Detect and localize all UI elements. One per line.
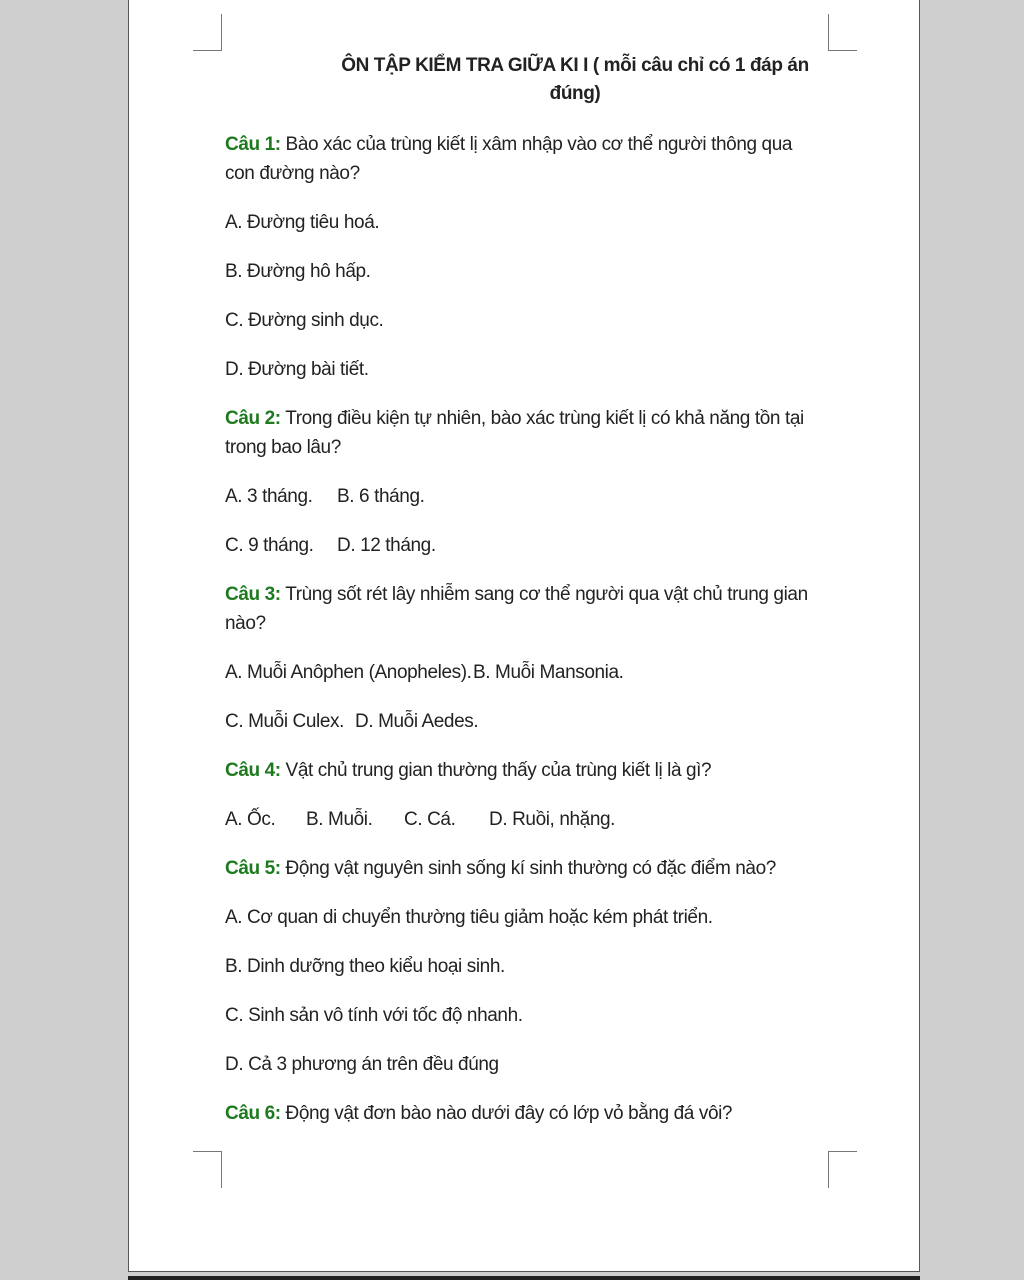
question-text: Trùng sốt rét lây nhiễm sang cơ thể người qua vật chủ trung gian nào? xyxy=(225,584,808,634)
document-body xyxy=(225,52,825,1148)
option: D. Đường bài tiết. xyxy=(225,359,369,380)
question-5 xyxy=(225,854,825,883)
question-4 xyxy=(225,756,825,785)
option-row xyxy=(225,482,825,511)
option-row xyxy=(225,257,825,286)
option: A. Ốc. xyxy=(225,809,276,830)
option-row xyxy=(225,903,825,932)
option: D. Muỗi Aedes. xyxy=(355,711,479,732)
option-row xyxy=(225,531,825,560)
question-text: Động vật nguyên sinh sống kí sinh thường có đặc điểm nào? xyxy=(280,858,776,879)
page-title: ÔN TẬP KIỂM TRA GIỮA KI I ( mỗi câu chỉ có 1 đáp án đúng) xyxy=(341,55,809,104)
option: D. Cả 3 phương án trên đều đúng xyxy=(225,1054,499,1075)
option: D. Ruồi, nhặng. xyxy=(489,809,616,830)
question-text: Vật chủ trung gian thường thấy của trùng kiết lị là gì? xyxy=(280,760,712,781)
question-3 xyxy=(225,580,825,638)
crop-mark-bottom-right xyxy=(828,1151,857,1188)
crop-mark-top-left xyxy=(193,14,222,51)
option: B. Đường hô hấp. xyxy=(225,261,371,282)
question-2 xyxy=(225,404,825,462)
option: C. Đường sinh dục. xyxy=(225,310,384,331)
question-text: Động vật đơn bào nào dưới đây có lớp vỏ bằng đá vôi? xyxy=(280,1103,733,1124)
option-row xyxy=(225,1001,825,1030)
option: C. Sinh sản vô tính với tốc độ nhanh. xyxy=(225,1005,523,1026)
option: D. 12 tháng. xyxy=(337,535,436,556)
document-page xyxy=(128,0,920,1272)
crop-mark-bottom-left xyxy=(193,1151,222,1188)
option-row xyxy=(225,355,825,384)
question-1 xyxy=(225,130,825,188)
option-row xyxy=(225,1050,825,1079)
question-label: Câu 4: xyxy=(225,760,281,781)
option-row xyxy=(225,805,825,834)
option: A. Đường tiêu hoá. xyxy=(225,212,380,233)
option: A. Cơ quan di chuyển thường tiêu giảm hoặc kém phát triển. xyxy=(225,907,713,928)
crop-mark-top-right xyxy=(828,14,857,51)
option: C. 9 tháng. xyxy=(225,535,314,556)
question-label: Câu 2: xyxy=(225,408,281,429)
option: C. Muỗi Culex. xyxy=(225,711,344,732)
question-label: Câu 3: xyxy=(225,584,281,605)
option-row xyxy=(225,306,825,335)
option: B. Muỗi. xyxy=(306,809,373,830)
question-label: Câu 1: xyxy=(225,134,281,155)
option: A. Muỗi Anôphen (Anopheles). xyxy=(225,662,472,683)
page-bottom-edge xyxy=(128,1276,920,1280)
option: C. Cá. xyxy=(404,809,456,830)
question-label: Câu 5: xyxy=(225,858,281,879)
option: B. Muỗi Mansonia. xyxy=(473,662,624,683)
option-row xyxy=(225,707,825,736)
option: B. 6 tháng. xyxy=(337,486,425,507)
question-text: Bào xác của trùng kiết lị xâm nhập vào cơ thể người thông qua con đường nào? xyxy=(225,134,793,184)
option-row xyxy=(225,952,825,981)
option: B. Dinh dưỡng theo kiểu hoại sinh. xyxy=(225,956,505,977)
question-label: Câu 6: xyxy=(225,1103,281,1124)
question-text: Trong điều kiện tự nhiên, bào xác trùng kiết lị có khả năng tồn tại trong bao lâu? xyxy=(225,408,804,458)
option-row xyxy=(225,208,825,237)
option: A. 3 tháng. xyxy=(225,486,313,507)
question-6 xyxy=(225,1099,825,1128)
option-row xyxy=(225,658,825,687)
